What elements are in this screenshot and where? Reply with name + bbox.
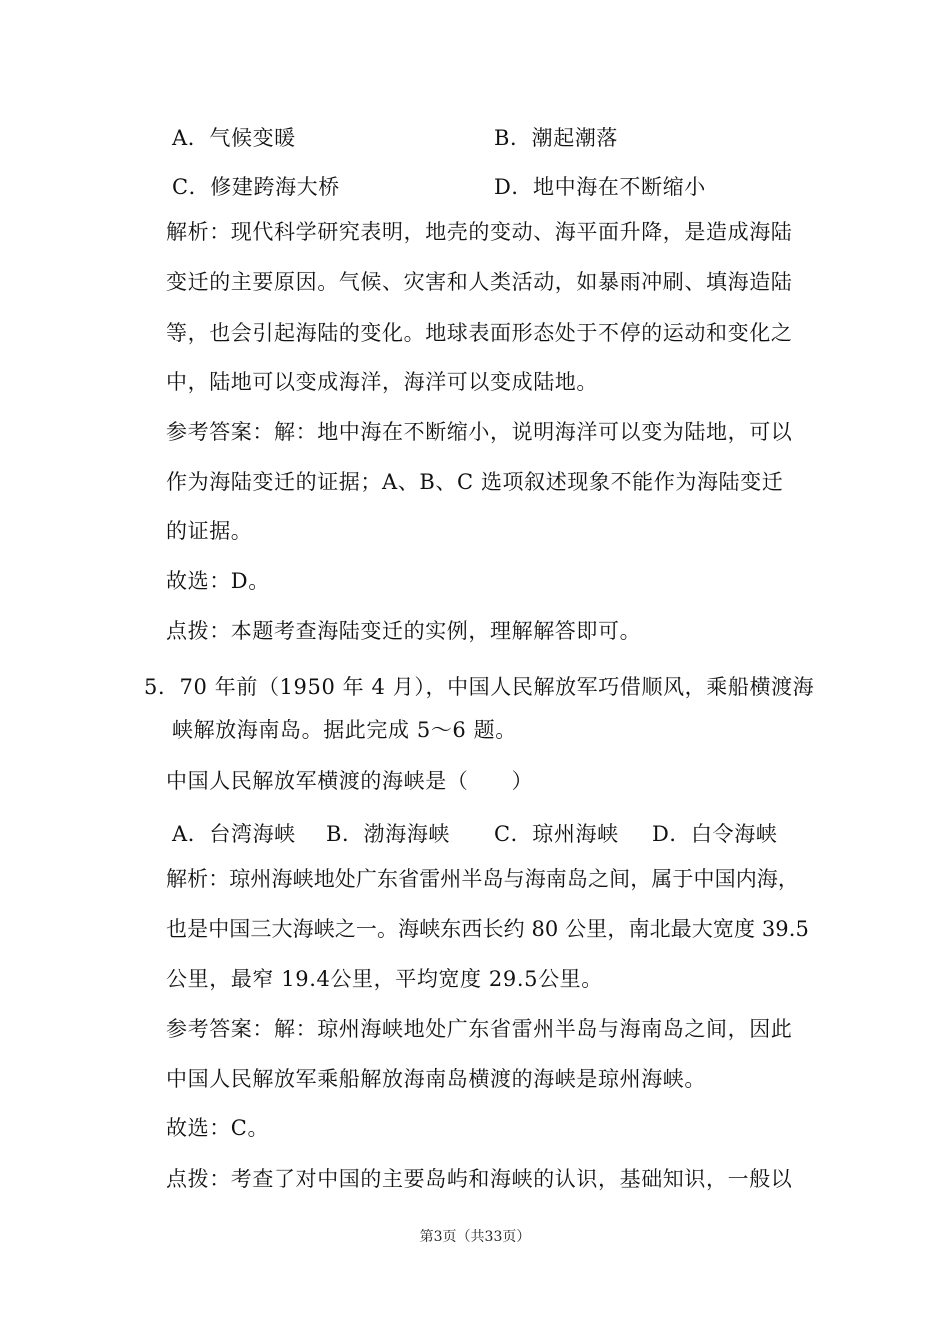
- q5-analysis-line: 也是中国三大海峡之一。海峡东西长约 80 公里，南北最大宽度 39.5: [166, 917, 810, 941]
- q5-tip: 点拨：考查了对中国的主要岛屿和海峡的认识，基础知识，一般以: [166, 1167, 793, 1191]
- q4-option-a: A．气候变暖: [172, 126, 296, 150]
- q5-question: 中国人民解放军横渡的海峡是（ ）: [166, 769, 534, 793]
- q4-analysis-line: 解析：现代科学研究表明，地壳的变动、海平面升降，是造成海陆: [166, 220, 793, 244]
- q5-option-b: B．渤海海峡: [326, 822, 451, 846]
- q5-choice: 故选：C。: [166, 1116, 270, 1140]
- q4-option-d: D．地中海在不断缩小: [494, 175, 706, 199]
- q4-answer-line: 的证据。: [166, 519, 253, 543]
- q4-choice: 故选：D。: [166, 569, 270, 593]
- q5-stem-line: 峡解放海南岛。据此完成 5～6 题。: [172, 718, 517, 742]
- q4-option-c: C．修建跨海大桥: [172, 175, 340, 199]
- q4-analysis-line: 中，陆地可以变成海洋，海洋可以变成陆地。: [166, 370, 598, 394]
- q5-answer-line: 中国人民解放军乘船解放海南岛横渡的海峡是琼州海峡。: [166, 1067, 706, 1091]
- q4-option-b: B．潮起潮落: [494, 126, 619, 150]
- q5-option-a: A．台湾海峡: [172, 822, 296, 846]
- q5-option-c: C．琼州海峡: [494, 822, 619, 846]
- q5-option-d: D．白令海峡: [652, 822, 778, 846]
- q4-answer-line: 参考答案：解：地中海在不断缩小，说明海洋可以变为陆地，可以: [166, 420, 793, 444]
- page-footer: 第3页（共33页）: [419, 1229, 531, 1245]
- q4-analysis-line: 变迁的主要原因。气候、灾害和人类活动，如暴雨冲刷、填海造陆: [166, 270, 793, 294]
- q5-analysis-line: 公里，最窄 19.4公里，平均宽度 29.5公里。: [166, 967, 603, 991]
- q5-stem-line: 5．70 年前（1950 年 4 月），中国人民解放军巧借顺风，乘船横渡海: [144, 675, 815, 699]
- q4-answer-line: 作为海陆变迁的证据；A、B、C 选项叙述现象不能作为海陆变迁: [166, 470, 784, 494]
- q5-answer-line: 参考答案：解：琼州海峡地处广东省雷州半岛与海南岛之间，因此: [166, 1017, 793, 1041]
- q4-analysis-line: 等，也会引起海陆的变化。地球表面形态处于不停的运动和变化之: [166, 321, 793, 345]
- q5-analysis-line: 解析：琼州海峡地处广东省雷州半岛与海南岛之间，属于中国内海，: [166, 867, 799, 891]
- q4-tip: 点拨：本题考查海陆变迁的实例，理解解答即可。: [166, 619, 642, 643]
